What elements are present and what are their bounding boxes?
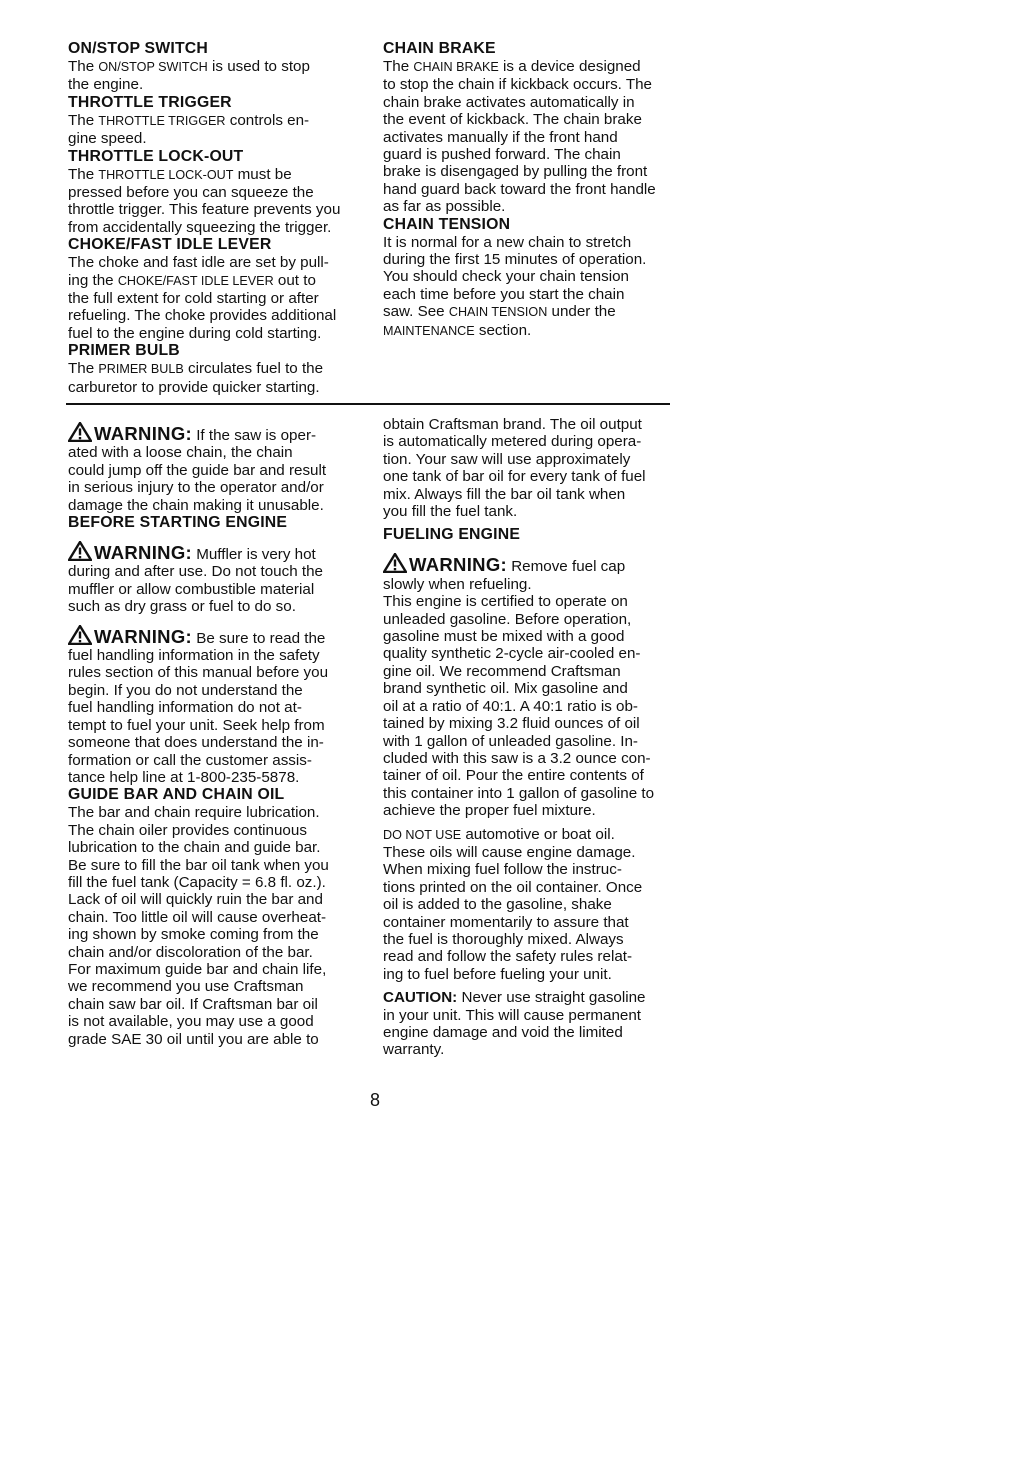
heading-throttle-lock-out: THROTTLE LOCK-OUT bbox=[68, 147, 244, 165]
section-column-bottom-left bbox=[68, 416, 368, 1048]
warning-triangle-icon bbox=[383, 553, 407, 573]
warning-fuel-cap: WARNING: Remove fuel cap slowly when refueling. bbox=[383, 554, 626, 593]
horizontal-divider bbox=[66, 403, 670, 405]
heading-guide-bar-chain-oil: GUIDE BAR AND CHAIN OIL bbox=[68, 786, 285, 804]
paragraph-oil-continued: obtain Craftsman brand. The oil output is automatically metered during opera- tion. Your saw will use approximately one tank of bar oil for every tank of fuel mix. Always fill the bar oil tank when you fill the fuel tank. bbox=[383, 416, 646, 521]
heading-chain-tension: CHAIN TENSION bbox=[383, 215, 511, 233]
warning-triangle-icon bbox=[68, 541, 92, 561]
paragraph-throttle-trigger: The THROTTLE TRIGGER controls en- gine speed. bbox=[68, 111, 310, 148]
paragraph-caution: CAUTION: Never use straight gasoline in your unit. This will cause permanent engine damage and void the limited warranty. bbox=[383, 989, 646, 1059]
page-number: 8 bbox=[369, 1090, 380, 1110]
paragraph-primer-bulb: The PRIMER BULB circulates fuel to the carburetor to provide quicker starting. bbox=[68, 360, 324, 396]
paragraph-fuel-mixture: This engine is certified to operate on unleaded gasoline. Before operation, gasoline must be mixed with a good quality synthetic 2-cycle air-cooled en- gine oil. We recommend Craftsman brand synthetic oil. Mix gasoline and oil at a ratio of 40:1. A 40:1 ratio is ob- tained by mixing 3.2 fluid ounces of oil with 1 gallon of unleaded gasoline. In- cluded with this saw is a 3.2 ounce con- tainer of oil. Pour the entire contents of this container into 1 gallon of gasoline to achieve the proper fuel mixture. bbox=[383, 593, 655, 820]
heading-chain-brake: CHAIN BRAKE bbox=[383, 40, 496, 57]
section-column-top-right bbox=[383, 40, 679, 340]
paragraph-do-not-use: DO NOT USE automotive or boat oil. These oils will cause engine damage. When mixing fuel follow the instruc- tions printed on the oil container. Once oil is added to the gasoline, shake container momentarily to assure that the fuel is thoroughly mixed. Always read and follow the safety rules relat- ing to fuel before fueling your unit. bbox=[383, 825, 643, 983]
paragraph-guide-bar-chain-oil: The bar and chain require lubrication. The chain oiler provides continuous lubrication to the chain and guide bar. Be sure to fill the bar oil tank when you fill the fuel tank (Capacity = 6.8 fl. oz.). Lack of oil will quickly ruin the bar and chain. Too little oil will cause overheat- ing shown by smoke coming from the chain and/or discoloration of the bar. For maximum guide bar and chain life, we recommend you use Craftsman chain saw bar oil. If Craftsman bar oil is not available, you may use a good grade SAE 30 oil until you are able to bbox=[68, 804, 329, 1048]
section-column-top-left bbox=[68, 40, 364, 396]
warning-triangle-icon bbox=[68, 422, 92, 442]
warning-triangle-icon bbox=[68, 625, 92, 645]
caution-label: CAUTION: bbox=[383, 989, 458, 1007]
warning-fuel-handling: WARNING: Be sure to read the fuel handling information in the safety rules section of this manual before you begin. If you do not understand the fuel handling information do not at- tempt to fuel your unit. Seek help from someone that does understand the in- formation or call the customer assis- tance help line at 1-800-235-5878. bbox=[68, 625, 329, 786]
heading-on-stop-switch: ON/STOP SWITCH bbox=[68, 40, 209, 57]
heading-choke-fast-idle-lever: CHOKE/FAST IDLE LEVER bbox=[68, 236, 272, 254]
heading-before-starting-engine: BEFORE STARTING ENGINE bbox=[68, 514, 288, 532]
paragraph-chain-tension: It is normal for a new chain to stretch during the first 15 minutes of operation. You should check your chain tension each time before you start the chain saw. See CHAIN TENSION under the MAINTENANCE section. bbox=[383, 233, 647, 339]
paragraph-chain-brake: The CHAIN BRAKE is a device designed to stop the chain if kickback occurs. The chain brake activates automatically in the event of kickback. The chain brake activates manually if the front hand guard is pushed forward. The chain brake is disengaged by pulling the front hand guard back toward the front handle as far as possible. bbox=[383, 58, 656, 216]
warning-loose-chain: WARNING: If the saw is oper- ated with a loose chain, the chain could jump off the guide bar and result in serious injury to the operator and/or damage the chain making it unusable. bbox=[68, 423, 327, 514]
heading-throttle-trigger: THROTTLE TRIGGER bbox=[68, 93, 232, 111]
paragraph-throttle-lock-out: The THROTTLE LOCK-OUT must be pressed before you can squeeze the throttle trigger. This feature prevents you from accidentally squeezing the trigger. bbox=[68, 165, 341, 236]
warning-muffler-hot: WARNING: Muffler is very hot during and after use. Do not touch the muffler or allow combustible material such as dry grass or fuel to do so. bbox=[68, 542, 323, 616]
heading-primer-bulb: PRIMER BULB bbox=[68, 342, 180, 360]
paragraph-choke-fast-idle-lever: The choke and fast idle are set by pull- ing the CHOKE/FAST IDLE LEVER out to the full extent for cold starting or after refueling. The choke provides additional fuel to the engine during cold starting. bbox=[68, 254, 337, 342]
paragraph-on-stop-switch: The ON/STOP SWITCH is used to stop the engine. bbox=[68, 58, 310, 94]
heading-fueling-engine: FUELING ENGINE bbox=[383, 526, 521, 544]
section-column-bottom-right bbox=[383, 416, 679, 1059]
